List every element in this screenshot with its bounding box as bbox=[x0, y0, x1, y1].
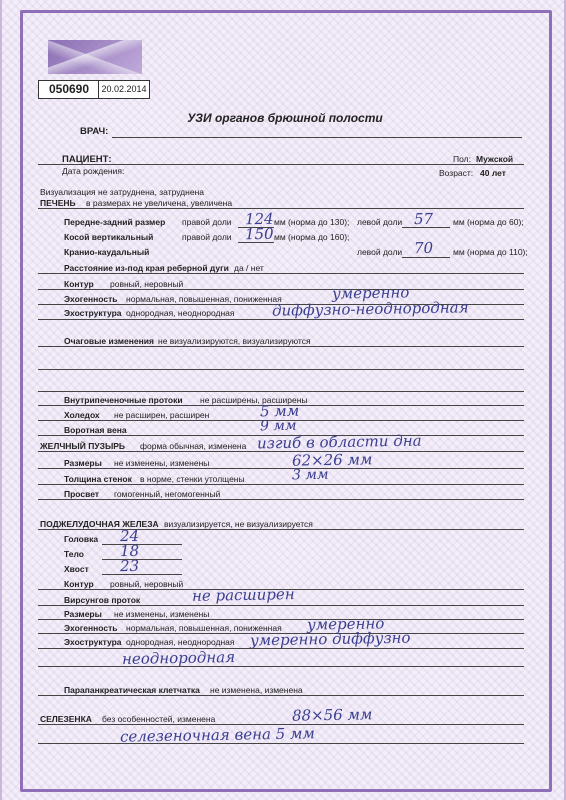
divider bbox=[38, 468, 524, 469]
spleen-heading: СЕЛЕЗЕНКА bbox=[40, 714, 92, 724]
liver-echo-label: Эхогенность bbox=[64, 294, 118, 304]
portal-vein-handwriting: 9 мм bbox=[259, 417, 297, 435]
divider bbox=[38, 666, 524, 667]
patient-label: ПАЦИЕНТ: bbox=[62, 154, 112, 165]
pancreas-contour-label: Контур bbox=[64, 579, 94, 589]
divider bbox=[38, 451, 524, 452]
visualization-text: Визуализация не затруднена, затруднена bbox=[40, 187, 204, 197]
divider bbox=[38, 499, 524, 500]
field-line bbox=[402, 227, 450, 228]
divider bbox=[38, 289, 524, 290]
doctor-label: ВРАЧ: bbox=[80, 126, 109, 137]
liver-ap-right: правой доли bbox=[182, 217, 232, 227]
divider bbox=[38, 319, 524, 320]
clinic-logo bbox=[48, 40, 142, 74]
liver-focal-label: Очаговые изменения bbox=[64, 336, 154, 346]
liver-ap-left-value: 57 bbox=[413, 209, 434, 229]
liver-cc-norm: мм (норма до 110); bbox=[453, 247, 528, 257]
divider bbox=[38, 605, 524, 606]
page-title: УЗИ органов брюшной полости bbox=[187, 111, 383, 125]
gallbladder-shape-handwriting: изгиб в области дна bbox=[256, 431, 422, 453]
pancreas-struct-handwriting-2: неоднородная bbox=[121, 648, 236, 668]
gallbladder-wall-opts: в норме, стенки утолщены bbox=[140, 474, 245, 484]
intra-ducts-opts: не расширены, расширены bbox=[200, 395, 308, 405]
pancreas-heading: ПОДЖЕЛУДОЧНАЯ ЖЕЛЕЗА bbox=[40, 519, 159, 529]
gallbladder-lumen-opts: гомогенный, негомогенный bbox=[114, 489, 221, 499]
pancreas-body-handwriting: 18 bbox=[119, 541, 140, 561]
pancreas-size-label: Размеры bbox=[64, 609, 102, 619]
parapancreatic-label: Парапанкреатическая клетчатка bbox=[64, 685, 200, 695]
liver-cc-label: Кранио-каудальный bbox=[64, 247, 150, 257]
spleen-handwriting-2: селезеночная вена 5 мм bbox=[119, 724, 316, 746]
liver-focal-opts: не визуализируются, визуализируются bbox=[158, 336, 311, 346]
divider bbox=[38, 391, 524, 392]
liver-struct-opts: однородная, неоднородная bbox=[126, 308, 235, 318]
pancreas-head-handwriting: 24 bbox=[119, 526, 140, 546]
parapancreatic-opts: не изменена, изменена bbox=[210, 685, 303, 695]
divider bbox=[38, 484, 524, 485]
field-line bbox=[238, 242, 274, 243]
liver-ap-right-value: 124 bbox=[244, 209, 274, 229]
gallbladder-wall-handwriting: 3 мм bbox=[291, 466, 329, 484]
liver-echo-handwriting: умеренно bbox=[331, 283, 410, 303]
age-value: 40 лет bbox=[480, 168, 506, 178]
divider bbox=[38, 648, 524, 649]
liver-struct-handwriting: диффузно-неоднородная bbox=[271, 298, 469, 320]
sex-label: Пол: bbox=[453, 154, 471, 164]
liver-contour-label: Контур bbox=[64, 279, 94, 289]
divider bbox=[38, 369, 524, 370]
doctor-line bbox=[112, 137, 522, 138]
liver-ap-label: Передне-задний размер bbox=[64, 217, 166, 227]
divider bbox=[38, 743, 524, 744]
choledoch-label: Холедох bbox=[64, 410, 100, 420]
spleen-handwriting-1: 88×56 мм bbox=[291, 705, 373, 725]
pancreas-tail-handwriting: 23 bbox=[119, 556, 140, 576]
liver-cc-left: левой доли bbox=[357, 247, 403, 257]
gallbladder-size-handwriting: 62×26 мм bbox=[291, 450, 373, 470]
liver-echo-opts: нормальная, повышенная, пониженная bbox=[126, 294, 282, 304]
field-line bbox=[102, 544, 182, 545]
intra-ducts-label: Внутрипеченочные протоки bbox=[64, 395, 183, 405]
divider bbox=[38, 619, 524, 620]
gallbladder-size-opts: не изменены, изменены bbox=[114, 458, 210, 468]
pancreas-struct-handwriting-1: умеренно диффузно bbox=[249, 628, 411, 650]
liver-kvr-norm: мм (норма до 160); bbox=[274, 232, 350, 242]
liver-kvr-value: 150 bbox=[244, 224, 274, 244]
gallbladder-heading: ЖЕЛЧНЫЙ ПУЗЫРЬ bbox=[40, 441, 126, 451]
field-line bbox=[102, 574, 182, 575]
divider bbox=[38, 273, 524, 274]
pancreas-vis-opts: визуализируется, не визуализируется bbox=[164, 519, 313, 529]
pancreas-struct-opts: однородная, неоднородная bbox=[126, 637, 235, 647]
divider bbox=[38, 208, 524, 209]
divider bbox=[38, 346, 524, 347]
liver-kvr-label: Косой вертикальный bbox=[64, 232, 154, 242]
patient-line bbox=[38, 164, 524, 165]
pancreas-echo-opts: нормальная, повышенная, пониженная bbox=[126, 623, 282, 633]
liver-ap-right-norm: мм (норма до 130); bbox=[274, 217, 350, 227]
birth-label: Дата рождения: bbox=[62, 166, 125, 176]
age-label: Возраст: bbox=[439, 168, 474, 178]
pancreas-echo-label: Эхогенность bbox=[64, 623, 118, 633]
form-number: 050690 bbox=[38, 80, 100, 99]
divider bbox=[38, 529, 524, 530]
liver-struct-label: Эхоструктура bbox=[64, 308, 122, 318]
gallbladder-shape-opts: форма обычная, изменена bbox=[140, 441, 247, 451]
choledoch-opts: не расширен, расширен bbox=[114, 410, 210, 420]
pancreas-size-opts: не изменены, изменены bbox=[114, 609, 210, 619]
pancreas-tail-label: Хвост bbox=[64, 564, 89, 574]
field-line bbox=[402, 257, 450, 258]
pancreas-head-label: Головка bbox=[64, 534, 99, 544]
pancreas-echo-handwriting: умеренно bbox=[306, 614, 385, 634]
sex-value: Мужской bbox=[476, 154, 514, 164]
pancreas-contour-opts: ровный, неровный bbox=[110, 579, 184, 589]
gallbladder-lumen-label: Просвет bbox=[64, 489, 100, 499]
liver-edge-label: Расстояние из-под края реберной дуги bbox=[64, 263, 229, 273]
form-date: 20.02.2014 bbox=[98, 80, 150, 99]
wirsung-handwriting: не расширен bbox=[191, 585, 295, 605]
liver-ap-left: левой доли bbox=[357, 217, 403, 227]
gallbladder-size-label: Размеры bbox=[64, 458, 102, 468]
liver-contour-opts: ровный, неровный bbox=[110, 279, 184, 289]
liver-edge-opts: да / нет bbox=[234, 263, 264, 273]
choledoch-handwriting: 5 мм bbox=[259, 401, 300, 421]
liver-size-text: в размерах не увеличена, увеличена bbox=[86, 198, 233, 208]
divider bbox=[38, 695, 524, 696]
liver-cc-value: 70 bbox=[413, 238, 434, 258]
pancreas-struct-label: Эхоструктура bbox=[64, 637, 122, 647]
spleen-opts: без особенностей, изменена bbox=[102, 714, 216, 724]
wirsung-label: Вирсунгов проток bbox=[64, 595, 141, 605]
liver-kvr-right: правой доли bbox=[182, 232, 232, 242]
liver-ap-left-norm: мм (норма до 60); bbox=[453, 217, 524, 227]
liver-heading: ПЕЧЕНЬ bbox=[40, 198, 76, 208]
portal-vein-label: Воротная вена bbox=[64, 425, 127, 435]
field-line bbox=[102, 559, 182, 560]
pancreas-body-label: Тело bbox=[64, 549, 84, 559]
gallbladder-wall-label: Толщина стенок bbox=[64, 474, 132, 484]
